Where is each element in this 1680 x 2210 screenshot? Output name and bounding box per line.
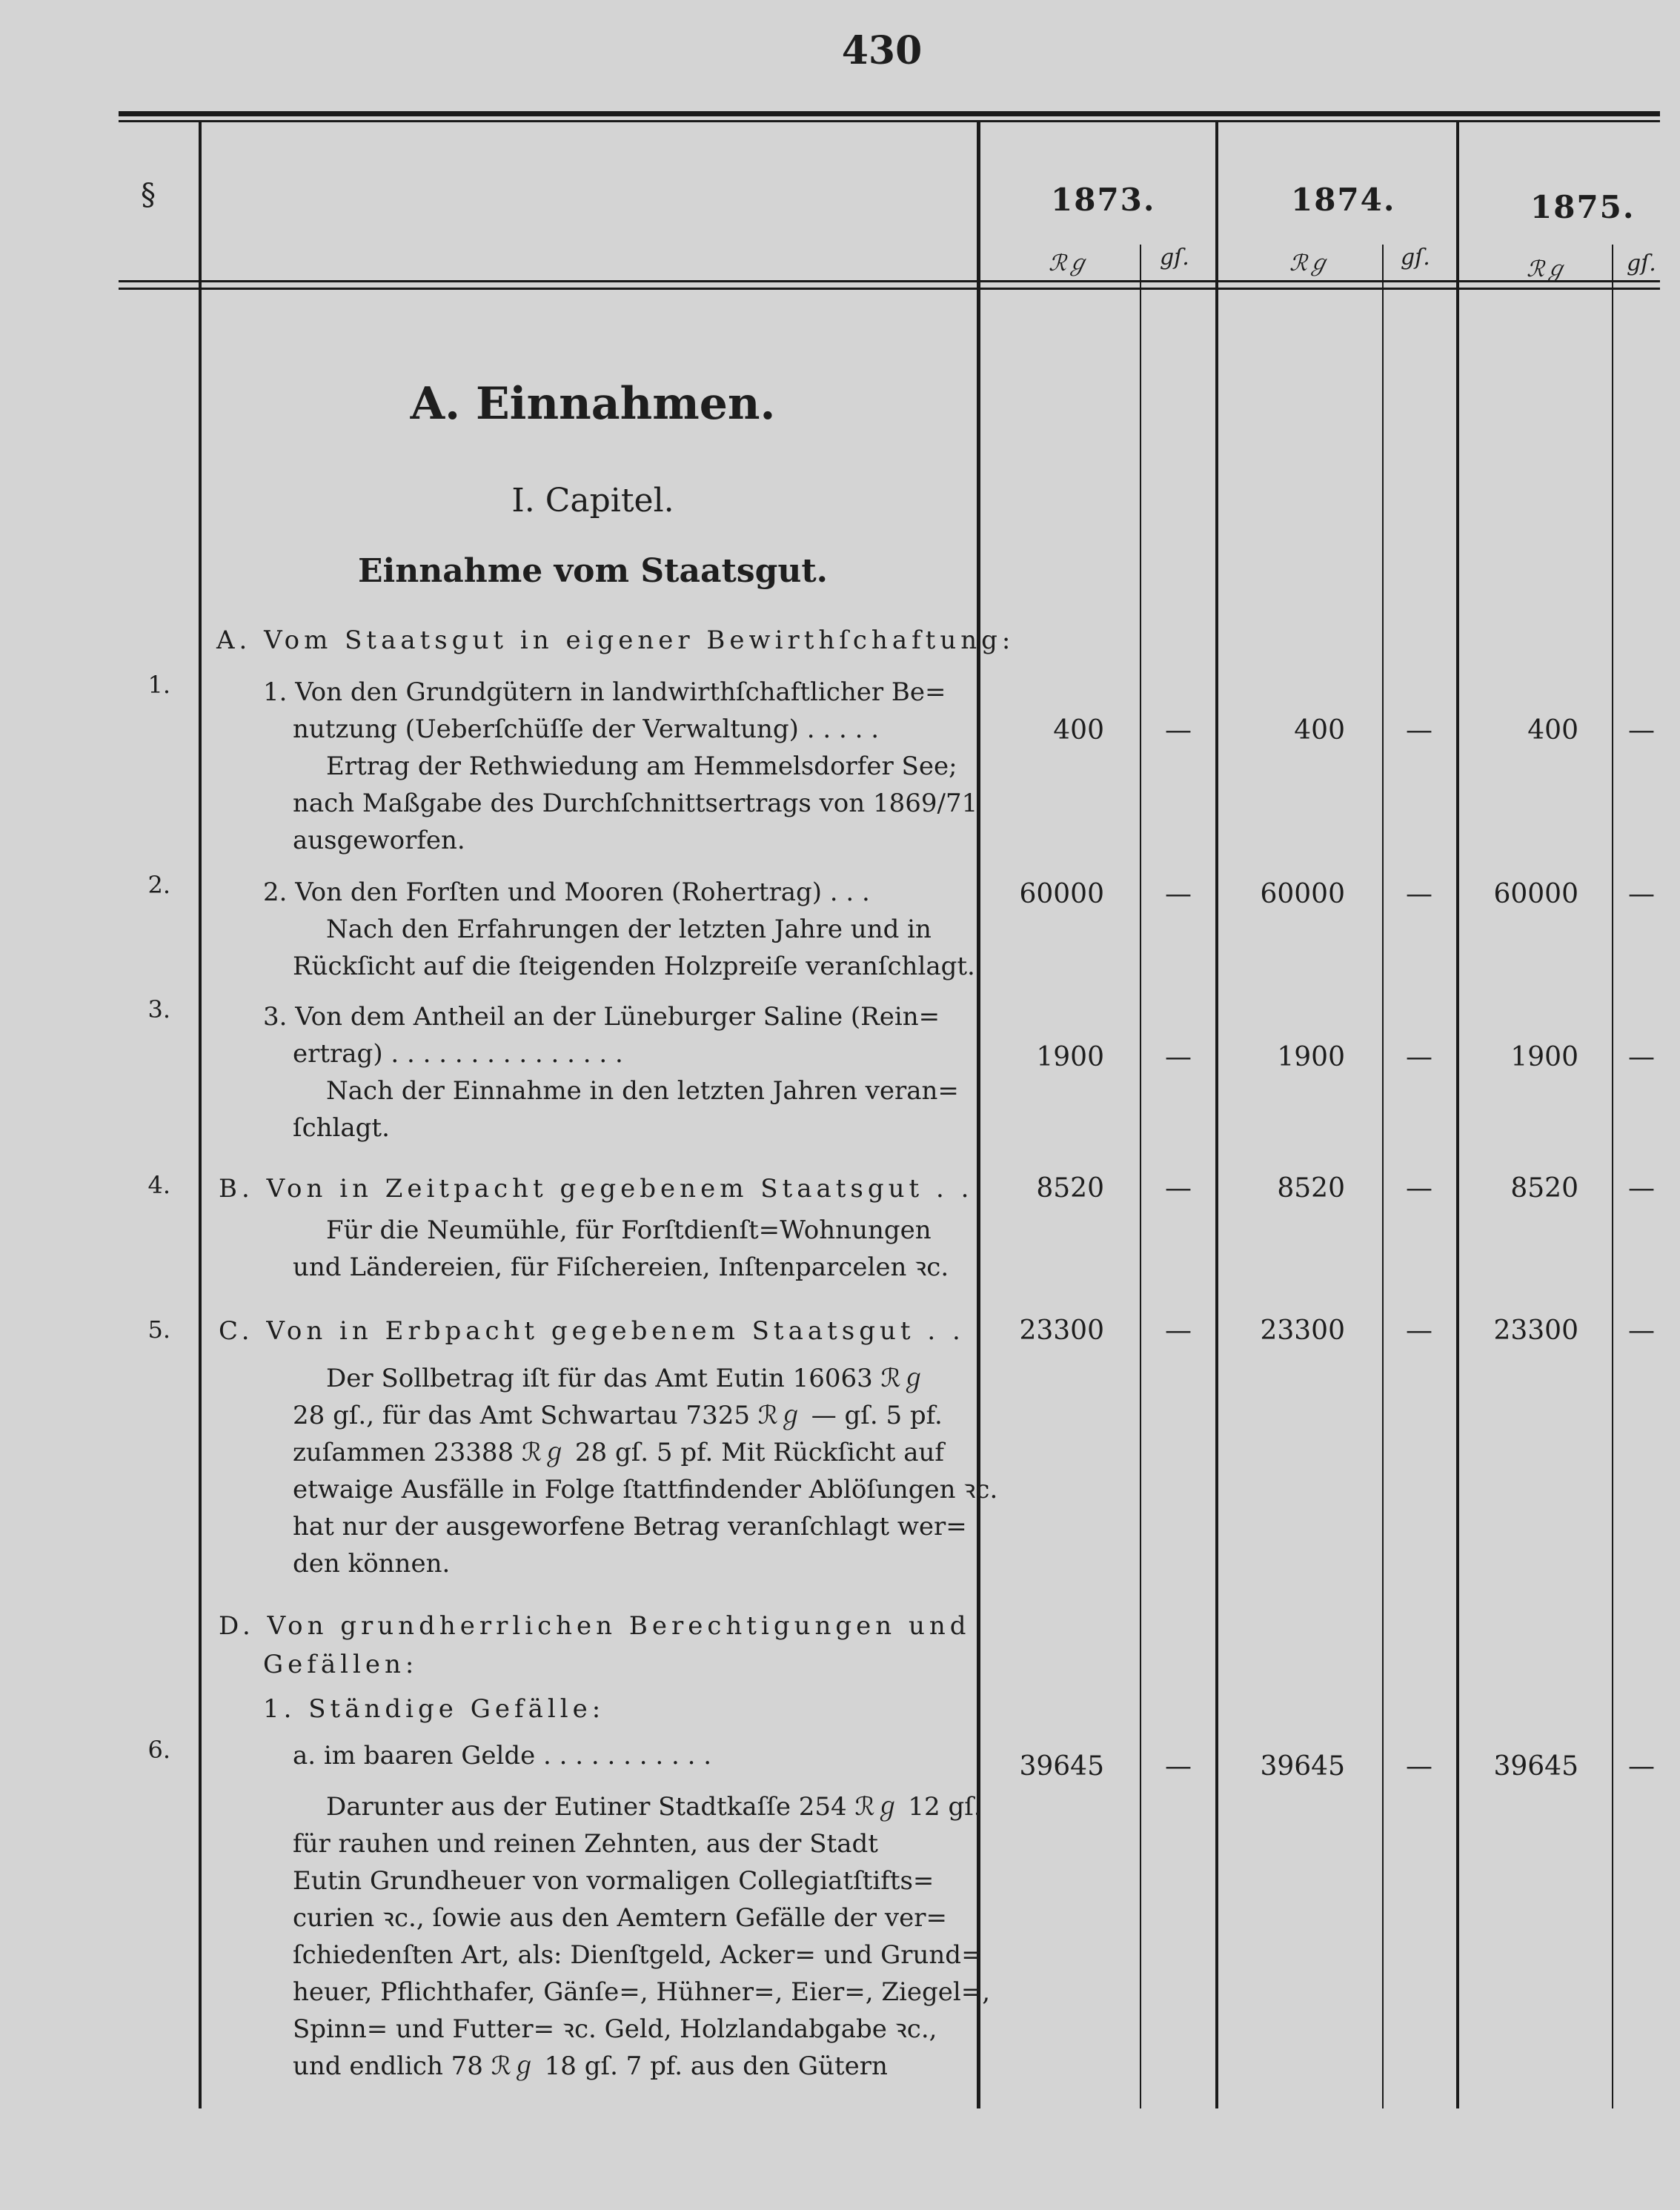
year-1873: 1873. [1051,182,1156,218]
row-1-line-2: nutzung (Ueberſchüſſe der Verwaltung) . . . . . [293,714,879,744]
row-3-line-3: Nach der Einnahme in den letzten Jahren veran= [326,1076,959,1106]
row-4-dash-1874: — [1406,1173,1432,1204]
row-number-5: 5. [147,1315,170,1344]
unit-thaler-1874: ℛℊ [1289,250,1329,276]
row-1-value-1873: 400 [1053,715,1104,746]
row-1-dash-1874: — [1406,715,1432,746]
unit-thaler-1875: ℛℊ [1527,256,1567,282]
row-4-dash-1875: — [1628,1173,1655,1204]
row-1-line-3: Ertrag der Rethwiedung am Hemmelsdorfer See; [326,751,957,781]
row-4-value-1874: 8520 [1277,1173,1345,1204]
header-bottom-rule-2 [119,288,1660,290]
row-5-dash-1873: — [1165,1315,1192,1346]
row-5-line-4: zuſammen 23388 ℛℊ 28 gſ. 5 pf. Mit Rückſicht auf [293,1438,945,1467]
column-line-1874 [1215,122,1218,2108]
row-3-dash-1875: — [1628,1042,1655,1072]
row-1-value-1875: 400 [1527,715,1578,746]
row-5-line-7: den können. [293,1549,451,1579]
row-2-dash-1875: — [1628,879,1655,909]
section-d-line-2: Gefällen: [263,1650,419,1679]
unit-gs-1875: gſ. [1627,250,1656,276]
header-bottom-rule [119,280,1660,282]
row-6-line-3: für rauhen und reinen Zehnten, aus der Stadt [293,1829,878,1859]
unit-thaler-1873: ℛℊ [1049,250,1089,276]
row-5-line-3: 28 gſ., für das Amt Schwartau 7325 ℛℊ — gſ. 5 pf. [293,1401,943,1430]
section-a-heading: A. Vom Staatsgut in eigener Bewirthſchaftung: [216,625,1015,655]
row-2-value-1873: 60000 [1019,879,1104,909]
row-6-value-1875: 39645 [1493,1751,1578,1782]
row-5-line-5: etwaige Ausfälle in Folge ſtattfindender Ablöſungen ꝛc. [293,1475,998,1504]
row-1-line-5: ausgeworfen. [293,826,465,855]
column-line-1875 [1456,122,1459,2108]
section-d-line-1: D. Von grundherrlichen Berechtigungen und [219,1611,971,1641]
row-5-dash-1875: — [1628,1315,1655,1346]
page-number: 430 [841,28,923,73]
row-6-line-2: Darunter aus der Eutiner Stadtkaſſe 254 ℛℊ 12 gſ. [326,1792,982,1822]
row-2-dash-1874: — [1406,879,1432,909]
row-6-line-6: ſchiedenſten Art, als: Dienſtgeld, Acker= und Grund= [293,1940,983,1970]
row-1-dash-1875: — [1628,715,1655,746]
row-5-value-1875: 23300 [1493,1315,1578,1346]
row-6-dash-1875: — [1628,1751,1655,1782]
section-symbol: § [141,178,156,212]
main-heading: A. Einnahmen. [410,378,776,430]
row-1-line-1: 1. Von den Grundgütern in landwirthſchaftlicher Be= [263,677,946,707]
row-6-value-1874: 39645 [1260,1751,1345,1782]
column-line-1874-gs [1382,245,1384,2108]
column-line-1875-gs [1612,245,1613,2108]
section-d-line-3: 1. Ständige Gefälle: [263,1694,605,1724]
row-number-3: 3. [147,995,170,1023]
row-6-dash-1873: — [1165,1751,1192,1782]
row-6-value-1873: 39645 [1019,1751,1104,1782]
row-5-line-2: Der Sollbetrag iſt für das Amt Eutin 16063 ℛℊ [326,1364,926,1393]
row-6-line-9: und endlich 78 ℛℊ 18 gſ. 7 pf. aus den Gütern [293,2051,888,2081]
row-2-value-1875: 60000 [1493,879,1578,909]
row-2-value-1874: 60000 [1260,879,1345,909]
row-2-line-3: Rückſicht auf die ſteigenden Holzpreiſe veranſchlagt. [293,952,975,981]
row-6-line-8: Spinn= und Futter= ꝛc. Geld, Holzlandabgabe ꝛc., [293,2014,937,2044]
chapter-heading: I. Capitel. [511,482,674,520]
row-4-dash-1873: — [1165,1173,1192,1204]
row-number-2: 2. [147,871,170,899]
row-3-value-1874: 1900 [1277,1042,1345,1072]
chapter-title: Einnahme vom Staatsgut. [357,552,828,590]
top-rule-thin [119,120,1660,122]
row-6-line-5: curien ꝛc., ſowie aus den Aemtern Gefälle der ver= [293,1903,947,1933]
row-4-value-1873: 8520 [1036,1173,1104,1204]
row-6-line-1: a. im baaren Gelde . . . . . . . . . . . [293,1741,712,1771]
year-1875: 1875. [1530,189,1636,225]
row-3-value-1873: 1900 [1036,1042,1104,1072]
top-rule [119,111,1660,116]
year-1874: 1874. [1291,182,1396,218]
row-5-value-1873: 23300 [1019,1315,1104,1346]
row-5-value-1874: 23300 [1260,1315,1345,1346]
row-number-6: 6. [147,1736,170,1764]
row-1-dash-1873: — [1165,715,1192,746]
row-6-line-7: heuer, Pflichthafer, Gänſe=, Hühner=, Eier=, Ziegel=, [293,1977,991,2007]
column-line-1873-gs [1140,245,1141,2108]
row-2-dash-1873: — [1165,879,1192,909]
column-line-section [199,122,202,2108]
row-3-line-4: ſchlagt. [293,1113,390,1143]
unit-gs-1873: gſ. [1160,245,1189,271]
row-1-line-4: nach Maßgabe des Durchſchnittsertrags von 1869/71 [293,789,978,818]
row-3-dash-1873: — [1165,1042,1192,1072]
row-3-line-1: 3. Von dem Antheil an der Lüneburger Saline (Rein= [263,1002,940,1032]
row-2-line-2: Nach den Erfahrungen der letzten Jahre und in [326,915,932,944]
unit-gs-1874: gſ. [1401,245,1430,271]
row-3-dash-1874: — [1406,1042,1432,1072]
row-5-line-1: C. Von in Erbpacht gegebenem Staatsgut . . [219,1316,965,1346]
row-4-line-3: und Ländereien, für Fiſchereien, Inſtenparcelen ꝛc. [293,1252,949,1282]
row-6-dash-1874: — [1406,1751,1432,1782]
row-5-line-6: hat nur der ausgeworfene Betrag veranſchlagt wer= [293,1512,967,1542]
row-4-value-1875: 8520 [1510,1173,1578,1204]
row-1-value-1874: 400 [1294,715,1345,746]
row-number-4: 4. [147,1171,170,1199]
row-3-value-1875: 1900 [1510,1042,1578,1072]
row-4-line-2: Für die Neumühle, für Forſtdienſt=Wohnungen [326,1215,932,1245]
row-5-dash-1874: — [1406,1315,1432,1346]
row-6-line-4: Eutin Grundheuer von vormaligen Collegiatſtifts= [293,1866,934,1896]
row-number-1: 1. [147,671,170,699]
row-4-line-1: B. Von in Zeitpacht gegebenem Staatsgut . . [219,1174,974,1204]
row-3-line-2: ertrag) . . . . . . . . . . . . . . . [293,1039,623,1069]
row-2-line-1: 2. Von den Forſten und Mooren (Rohertrag) . . . [263,877,870,907]
